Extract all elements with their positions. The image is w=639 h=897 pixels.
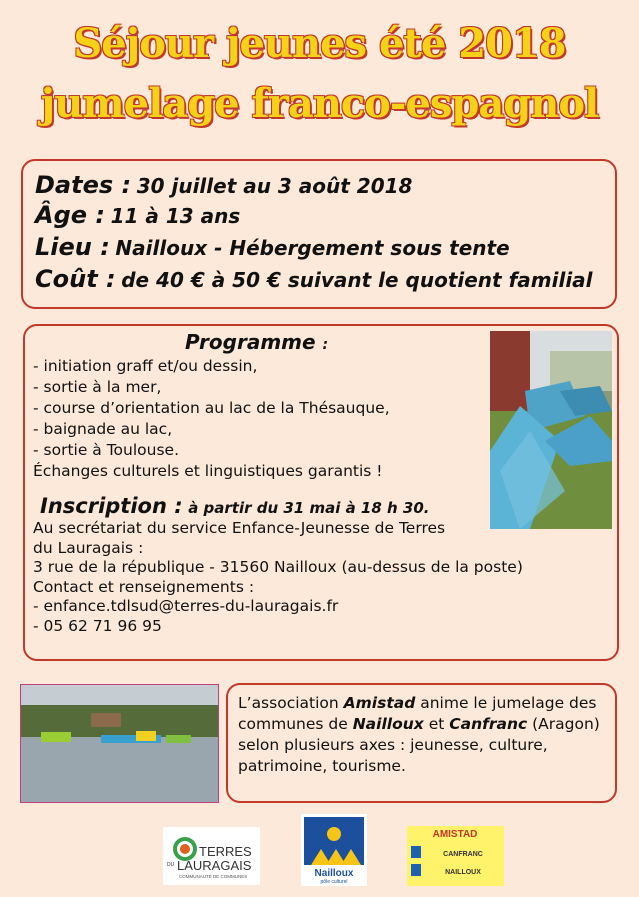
phone-line[interactable]: - 05 62 71 96 95 [33,616,162,635]
programme-item: - course d’orientation au lac de la Thésauque, [33,399,390,417]
amistad-logo-canfranc: CANFRANC [443,851,483,858]
title-line-1: Séjour jeunes été 2018 [73,20,566,67]
age-value: 11 à 13 ans [110,204,241,228]
inscription-line: 3 rue de la république - 31560 Nailloux (au-dessus de la poste) [33,558,523,576]
lieu-line [35,233,510,261]
inscription-line: Au secrétariat du service Enfance-Jeunesse de Terres [33,519,446,537]
nailloux-logo-name: Nailloux [314,868,354,879]
association-box [226,683,617,803]
lieu-value: Nailloux - Hébergement sous tente [115,236,510,260]
cout-line [35,265,593,293]
programme-list [33,356,390,482]
age-line [35,201,240,229]
amistad-logo-title: AMISTAD [432,829,478,840]
terres-line2: LAURAGAIS [177,858,252,873]
age-label: Âge : [35,201,105,229]
terres-du-lauragais-logo [163,827,260,885]
assoc-text-4: (Aragon) selon plusieurs axes : jeunesse, culture, patrimoine, tourisme. [238,715,600,775]
programme-title-text: Programme [185,330,316,354]
dates-label: Dates : [35,171,132,199]
programme-item: - sortie à la mer, [33,378,162,396]
assoc-amistad: Amistad [343,694,416,712]
dates-value: 30 juillet au 3 août 2018 [136,174,413,198]
cout-value: de 40 € à 50 € suivant le quotient familial [121,268,593,292]
cout-label: Coût : [35,265,116,293]
nailloux-logo-sub: pôle culturel [320,879,348,885]
lieu-label: Lieu : [35,233,110,261]
email-line[interactable]: - enfance.tdlsud@terres-du-lauragais.fr [33,597,339,615]
amistad-logo [407,826,504,886]
programme-item: - initiation graff et/ou dessin, [33,357,258,375]
info-box [21,159,617,309]
inscription-when: à partir du 31 mai à 18 h 30. [188,499,430,517]
programme-item: - sortie à Toulouse. [33,441,180,459]
inscription-label: Inscription : [40,494,183,518]
terres-line1: TERRES [199,844,252,859]
assoc-canfranc: Canfranc [449,715,528,733]
terres-sub: COMMUNAUTÉ DE COMMUNES [179,874,248,879]
dates-line [35,171,412,199]
inscription-details [33,519,588,636]
inscription-title [40,494,430,518]
assoc-text-2: anime le jumelage des communes de [238,694,597,733]
assoc-text-1: L’association [238,694,344,712]
association-text [238,693,608,777]
terres-small: DU [167,862,175,868]
inscription-line: du Lauragais : [33,538,144,557]
title-line-2: jumelage franco-espagnol [40,80,599,127]
amistad-logo-nailloux: NAILLOUX [445,869,481,876]
programme-title [185,330,328,354]
programme-title-colon: : [322,337,329,353]
assoc-nailloux: Nailloux [352,715,424,733]
inscription-line: Contact et renseignements : [33,577,255,596]
assoc-text-3: et [423,715,450,733]
programme-item: Échanges culturels et linguistiques garantis ! [33,462,383,480]
programme-item: - baignade au lac, [33,420,173,438]
tent-camp-photo [490,331,612,529]
lake-photo [20,684,219,803]
nailloux-logo [301,814,367,886]
